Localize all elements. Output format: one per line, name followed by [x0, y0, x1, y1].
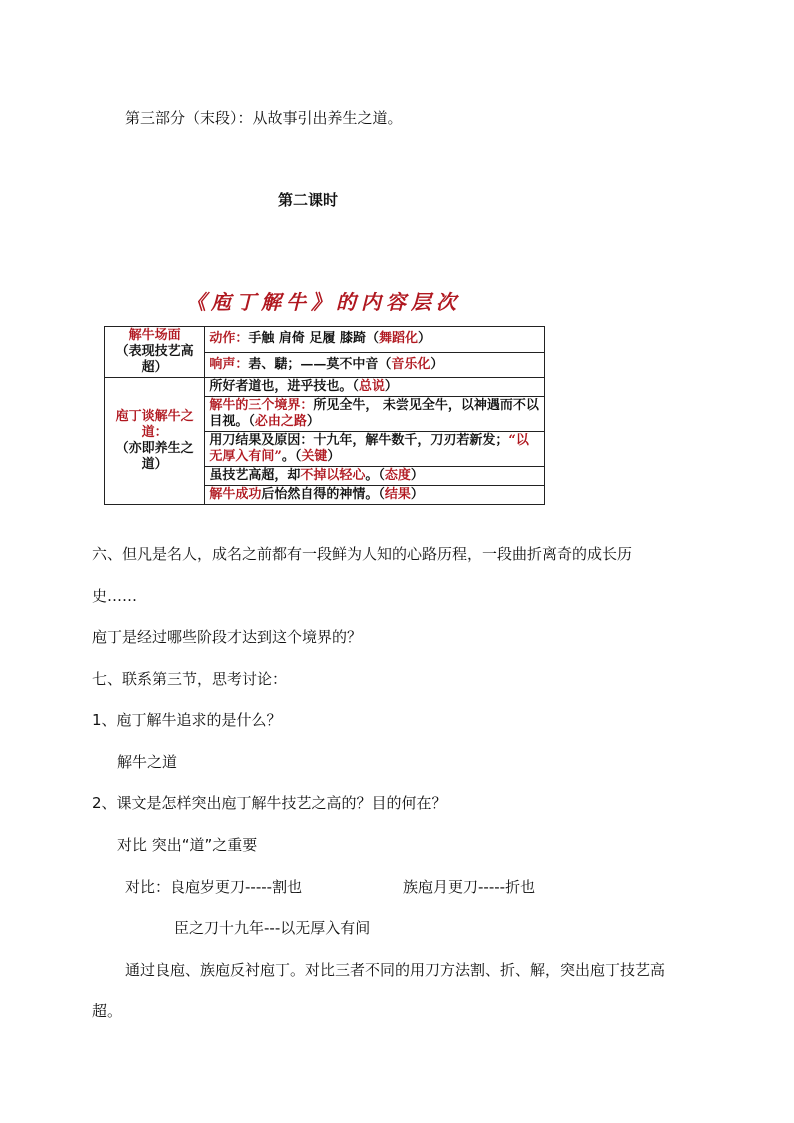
contrast-line-two: 臣之刀十九年---以无厚入有间	[174, 919, 371, 937]
summary-line1: 通过良庖、族庖反衬庖丁。对比三者不同的用刀方法割、折、解，突出庖丁技艺高	[125, 961, 666, 979]
paragraph-six-line1: 六、但凡是名人，成名之前都有一段鲜为人知的心路历程，一段曲折离奇的成长历	[92, 545, 633, 563]
content-structure-table	[104, 326, 545, 505]
table-row	[105, 378, 545, 397]
summary-line2: 超。	[92, 1002, 123, 1020]
question-two: 2、课文是怎样突出庖丁解牛技艺之高的？目的何在？	[92, 794, 447, 812]
section-three-line: 第三部分（末段）：从故事引出养生之道。	[125, 109, 403, 127]
paragraph-seven: 七、联系第三节，思考讨论：	[92, 670, 288, 688]
question-one: 1、庖丁解牛追求的是什么？	[92, 711, 282, 729]
row-result: 解牛成功后怡然自得的神情。（结果）	[205, 486, 545, 505]
diagram-title: 《庖丁解牛》的内容层次	[186, 290, 461, 314]
row-general: 所好者道也，进乎技也。（总说）	[205, 378, 545, 397]
row-attitude: 虽技艺高超，却不掉以轻心。（态度）	[205, 467, 545, 486]
lesson-heading: 第二课时	[278, 191, 339, 209]
contrast-left: 对比：良庖岁更刀-----割也	[125, 878, 303, 896]
row-action: 动作：手触 肩倚 足履 膝踦（舞蹈化）	[205, 327, 545, 353]
paragraph-six-line2: 史……	[92, 587, 138, 605]
group-label-scene: 解牛场面 （表现技艺高超）	[105, 327, 205, 378]
answer-one: 解牛之道	[117, 753, 178, 771]
table-row	[105, 327, 545, 353]
row-knife-result: 用刀结果及原因：十九年，解牛数千，刀刃若新发；“以无厚入有间”。（关键）	[205, 432, 545, 467]
group-label-dao: 庖丁谈解牛之道： （亦即养生之道）	[105, 378, 205, 505]
contrast-right: 族庖月更刀-----折也	[403, 878, 536, 896]
question-stages: 庖丁是经过哪些阶段才达到这个境界的？	[92, 628, 363, 646]
answer-two-heading: 对比 突出“道”之重要	[117, 836, 258, 854]
row-three-realms: 解牛的三个境界：所见全牛， 未尝见全牛，以神遇而不以目视。（必由之路）	[205, 397, 545, 432]
row-sound: 响声：砉、騞；——莫不中音（音乐化）	[205, 352, 545, 378]
